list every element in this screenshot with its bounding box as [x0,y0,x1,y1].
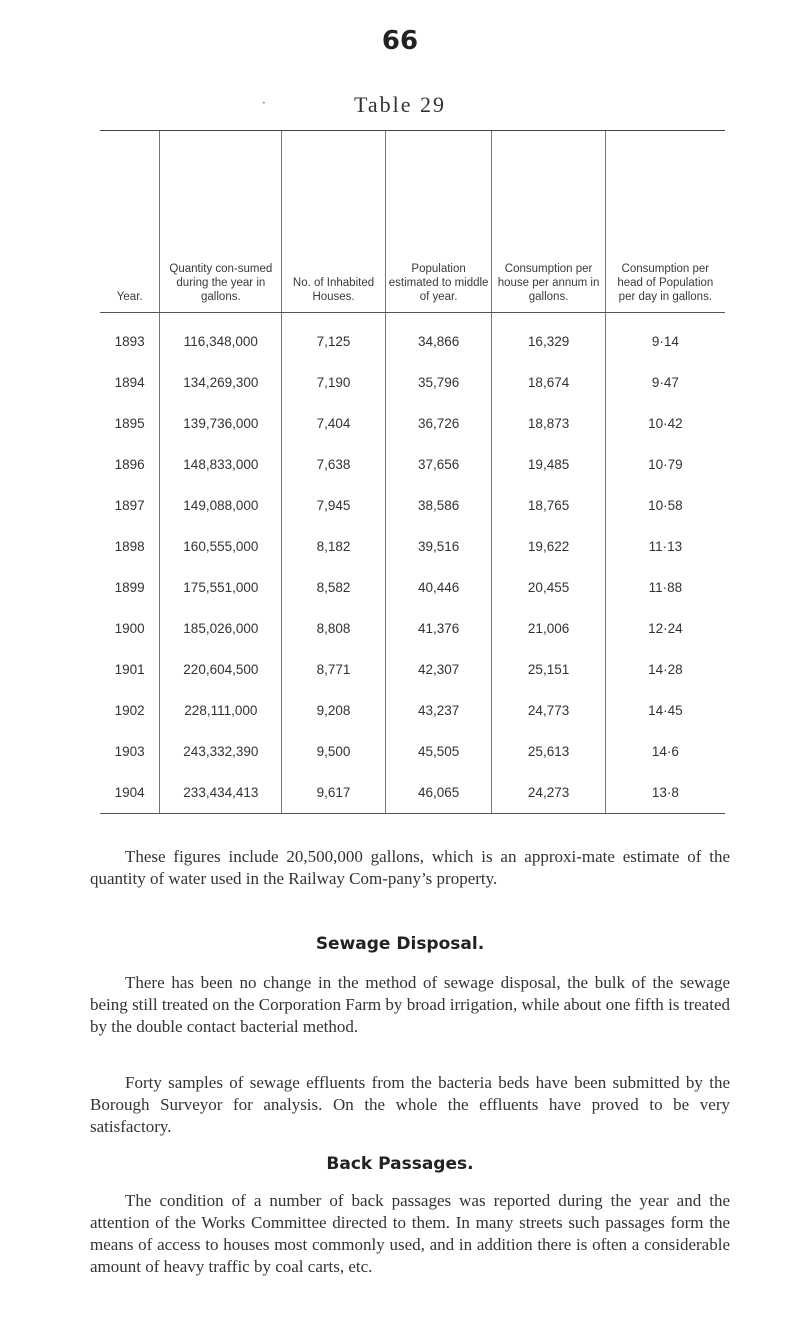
cell-per-house: 19,485 [492,444,605,485]
cell-per-head: 14·28 [605,649,725,690]
title-bullet: · [262,96,266,110]
table-header-row [100,131,725,313]
cell-per-house: 24,773 [492,690,605,731]
sewage-paragraph-2: Forty samples of sewage effluents from the bacteria beds have been submitted by the Borough Surveyor for analysis. On the whole the effluents have proved to be very satisfactory. [90,1073,730,1136]
cell-per-house: 19,622 [492,526,605,567]
cell-population: 35,796 [385,362,492,403]
cell-quantity: 228,111,000 [160,690,282,731]
cell-houses: 8,582 [282,567,385,608]
cell-year: 1898 [114,539,145,554]
cell-per-head: 10·58 [605,485,725,526]
cell-houses: 7,945 [282,485,385,526]
cell-houses: 9,208 [282,690,385,731]
cell-per-head: 9·47 [605,362,725,403]
cell-per-head: 14·6 [605,731,725,772]
cell-year: 1900 [114,621,145,636]
cell-houses: 8,182 [282,526,385,567]
cell-quantity: 220,604,500 [160,649,282,690]
cell-population: 40,446 [385,567,492,608]
cell-per-house: 25,151 [492,649,605,690]
cell-per-house: 21,006 [492,608,605,649]
cell-quantity: 116,348,000 [160,313,282,363]
cell-per-house: 20,455 [492,567,605,608]
table-row [100,313,725,363]
cell-quantity: 139,736,000 [160,403,282,444]
cell-year: 1894 [114,375,145,390]
cell-houses: 7,125 [282,313,385,363]
cell-per-head: 13·8 [605,772,725,814]
cell-year: 1895 [114,416,145,431]
cell-per-house: 24,273 [492,772,605,814]
cell-year: 1899 [114,580,145,595]
cell-population: 36,726 [385,403,492,444]
cell-quantity: 149,088,000 [160,485,282,526]
cell-quantity: 233,434,413 [160,772,282,814]
header-quantity-consumed: Quantity con-sumed during the year in gallons. [160,131,282,313]
table-row [100,690,725,731]
cell-per-head: 11·88 [605,567,725,608]
cell-per-head: 10·42 [605,403,725,444]
cell-per-house: 18,765 [492,485,605,526]
cell-population: 42,307 [385,649,492,690]
header-year: Year. [100,131,160,313]
cell-houses: 7,404 [282,403,385,444]
table-row [100,772,725,814]
table-row [100,362,725,403]
cell-quantity: 148,833,000 [160,444,282,485]
cell-per-head: 11·13 [605,526,725,567]
cell-quantity: 175,551,000 [160,567,282,608]
cell-population: 38,586 [385,485,492,526]
cell-houses: 9,617 [282,772,385,814]
cell-per-head: 12·24 [605,608,725,649]
cell-quantity: 160,555,000 [160,526,282,567]
table-title: Table 29 [353,92,447,117]
cell-year: 1904 [100,772,160,814]
cell-population: 34,866 [385,313,492,363]
cell-population: 46,065 [385,772,492,814]
table-row [100,649,725,690]
cell-quantity: 185,026,000 [160,608,282,649]
cell-per-house: 16,329 [492,313,605,363]
cell-year: 1897 [114,498,145,513]
table-row [100,731,725,772]
cell-per-house: 18,873 [492,403,605,444]
cell-year: 1903 [114,744,145,759]
cell-per-house: 18,674 [492,362,605,403]
back-passages-heading: Back Passages. [326,1154,474,1174]
back-passages-paragraph: The condition of a number of back passages was reported during the year and the attention of the Works Committee directed to them. In many streets such passages form the means of access to houses most commonly used, and in addition there is often a considerable amount of heavy traffic by coal carts, etc. [90,1191,730,1276]
cell-per-house: 25,613 [492,731,605,772]
cell-population: 41,376 [385,608,492,649]
header-consumption-per-house: Consumption per house per annum in gallons. [492,131,605,313]
table-row [100,608,725,649]
table-row [100,485,725,526]
sewage-disposal-heading: Sewage Disposal. [315,934,485,954]
cell-per-head: 9·14 [605,313,725,363]
table-row [100,526,725,567]
table-row [100,444,725,485]
cell-population: 45,505 [385,731,492,772]
header-inhabited-houses: No. of Inhabited Houses. [282,131,385,313]
cell-population: 39,516 [385,526,492,567]
cell-houses: 8,808 [282,608,385,649]
cell-houses: 7,190 [282,362,385,403]
cell-houses: 8,771 [282,649,385,690]
cell-year: 1896 [114,457,145,472]
cell-per-head: 10·79 [605,444,725,485]
header-population: Population estimated to middle of year. [385,131,492,313]
table-row [100,567,725,608]
cell-per-head: 14·45 [605,690,725,731]
table-row [100,403,725,444]
cell-year: 1893 [114,334,145,349]
sewage-paragraph-1: There has been no change in the method of sewage disposal, the bulk of the sewage being still treated on the Corporation Farm by broad irrigation, while about one fifth is treated by the double contact bacterial method. [90,973,730,1036]
cell-population: 37,656 [385,444,492,485]
cell-year: 1901 [114,662,145,677]
cell-population: 43,237 [385,690,492,731]
cell-year: 1902 [114,703,145,718]
cell-quantity: 243,332,390 [160,731,282,772]
cell-quantity: 134,269,300 [160,362,282,403]
page-number: 66 [381,26,419,56]
cell-houses: 9,500 [282,731,385,772]
water-consumption-table [100,130,725,814]
table-footnote: These figures include 20,500,000 gallons, which is an approxi-mate estimate of the quantity of water used in the Railway Com-pany’s property. [90,847,730,888]
cell-houses: 7,638 [282,444,385,485]
header-consumption-per-head: Consumption per head of Population per day in gallons. [605,131,725,313]
